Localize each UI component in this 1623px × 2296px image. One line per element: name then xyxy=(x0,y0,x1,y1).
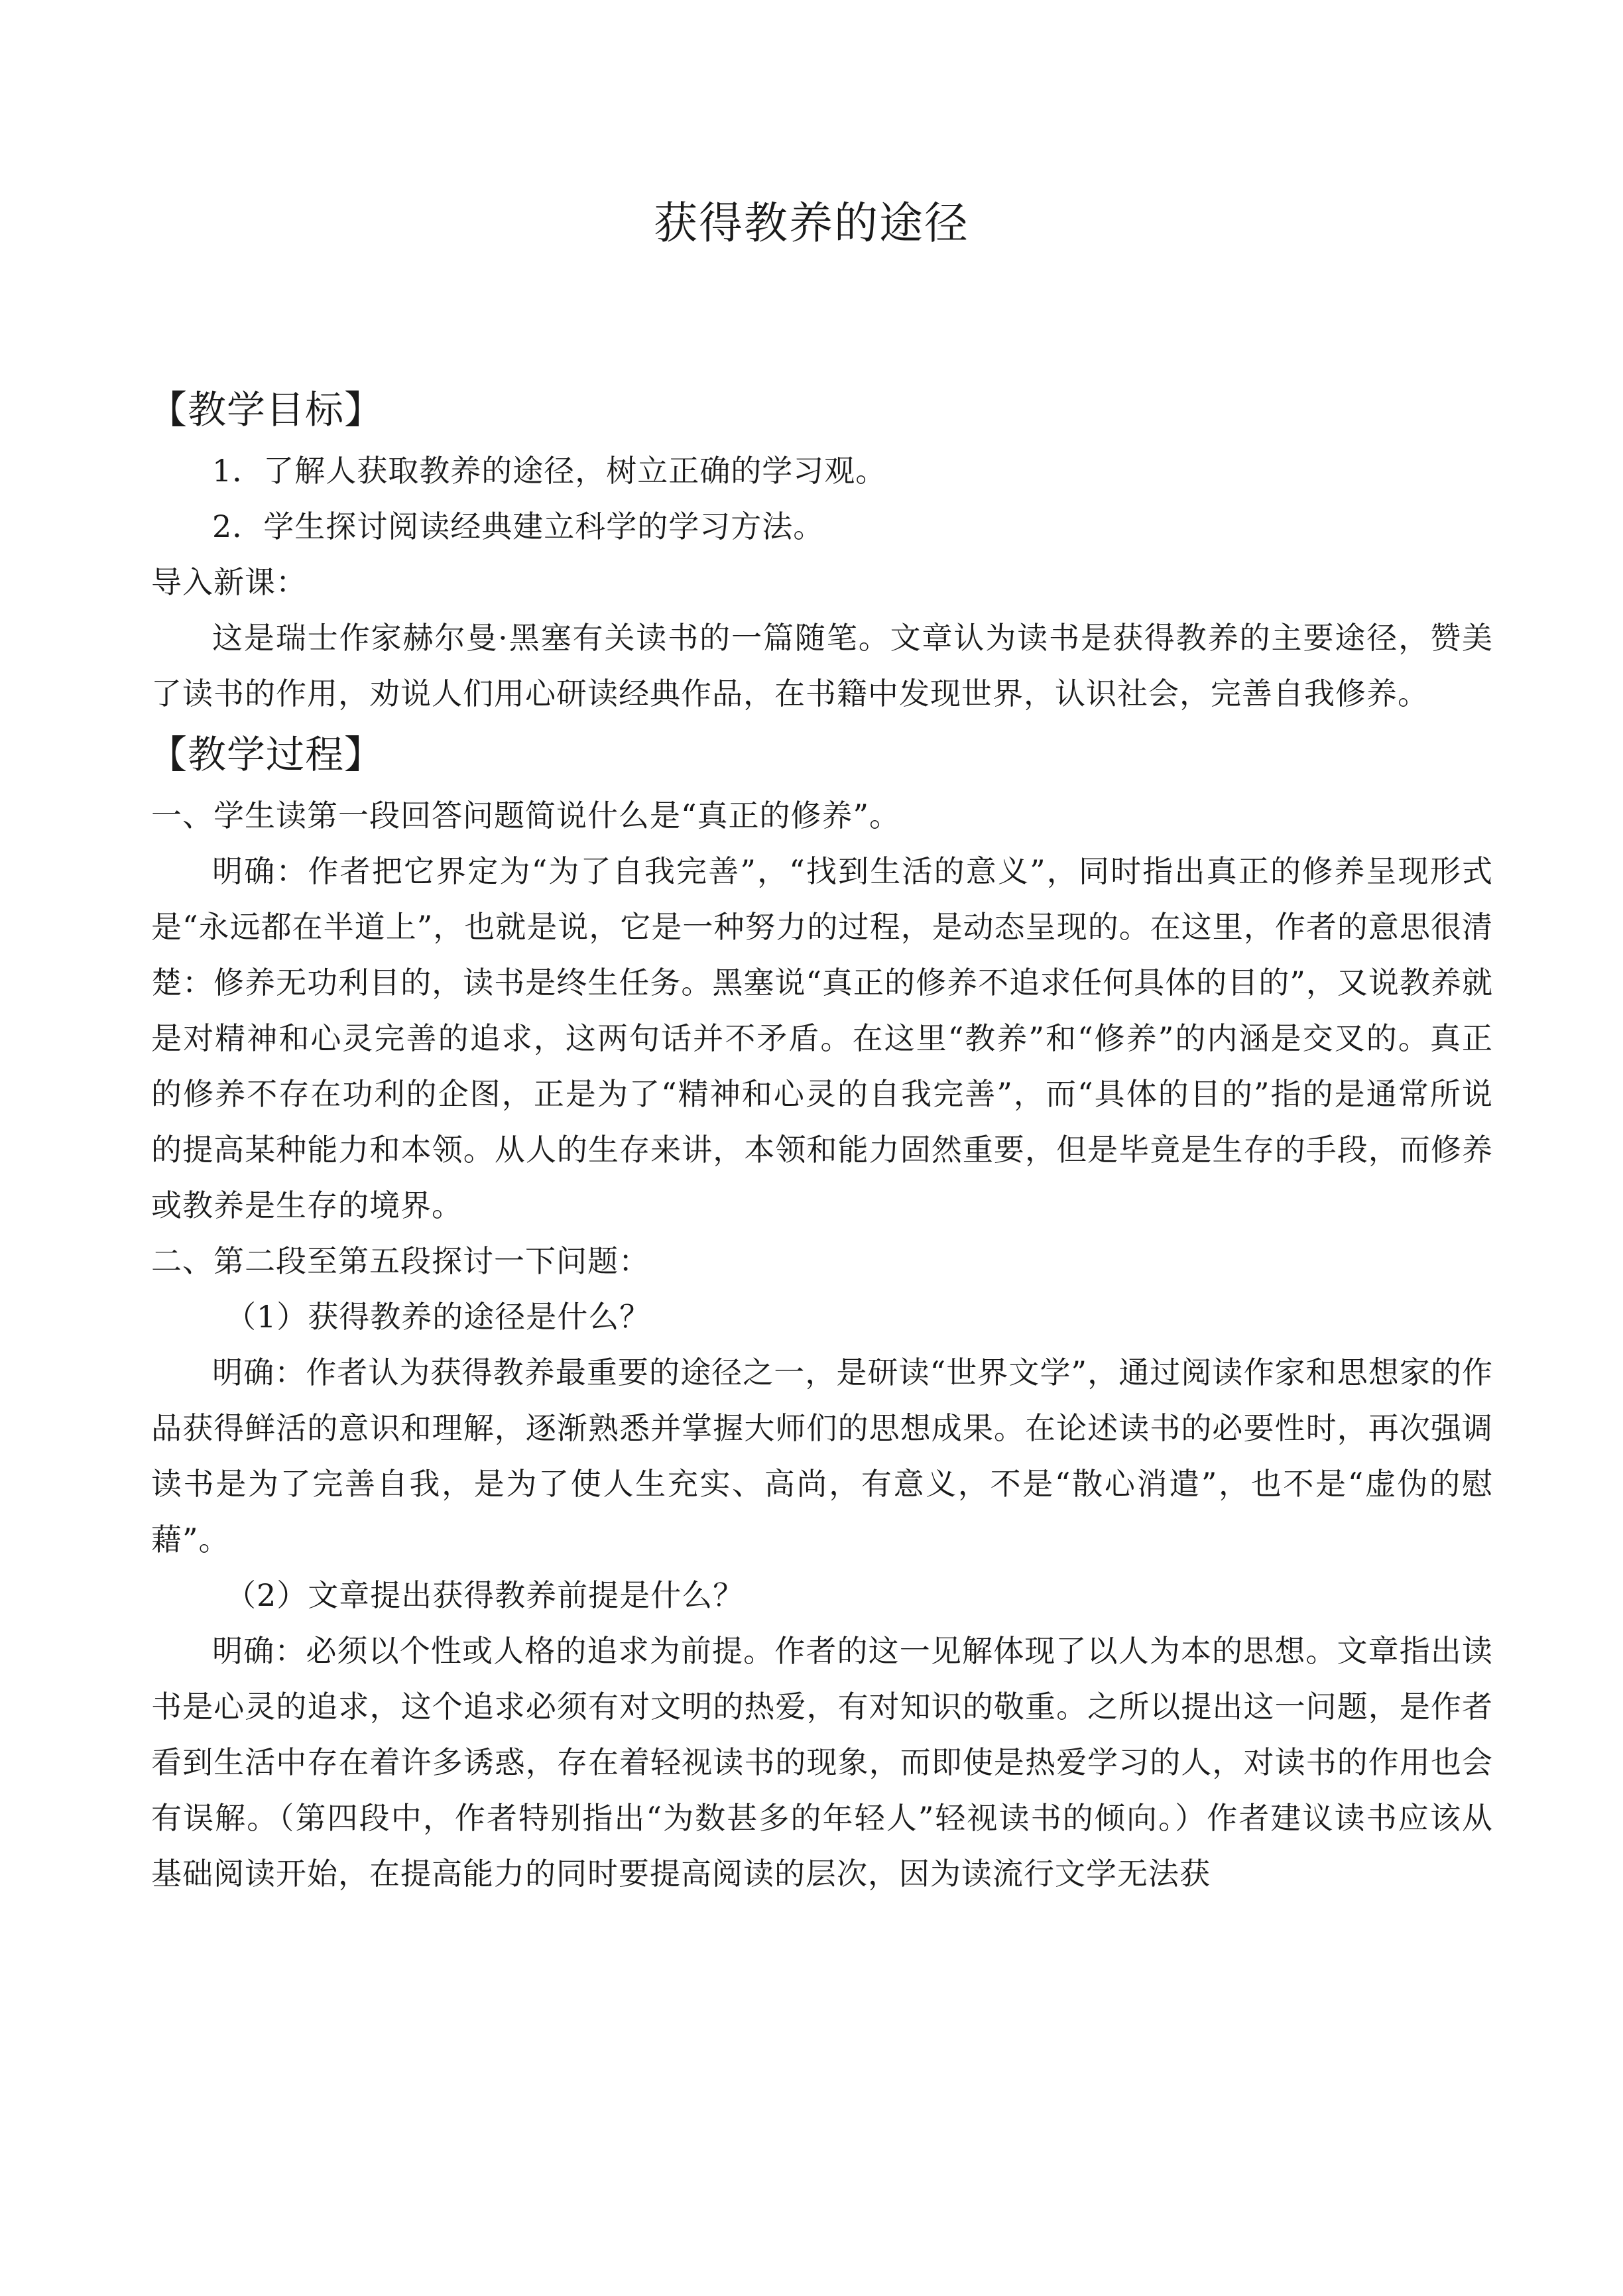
goal-item-1: 1．了解人获取教养的途径，树立正确的学习观。 xyxy=(212,453,887,489)
answer-paragraph-1: 明确：作者把它界定为“为了自我完善”，“找到生活的意义”，同时指出真正的修养呈现形式是“永远都在半道上”，也就是说，它是一种努力的过程，是动态呈现的。在这里，作者的意思很清楚：修养无功利目的，读书是终生任务。黑塞说“真正的修养不追求任何具体的目的”，又说教养就是对精神和心灵完善的追求，这两句话并不矛盾。在这里“教养”和“修养”的内涵是交叉的。真正的修养不存在功利的企图，正是为了“精神和心灵的自我完善”，而“具体的目的”指的是通常所说的提高某种能力和本领。从人的生存来讲，本领和能力固然重要，但是毕竟是生存的手段，而修养或教养是生存的境界。 xyxy=(151,853,1493,1223)
answer-paragraph-2: 明确：作者认为获得教养最重要的途径之一，是研读“世界文学”，通过阅读作家和思想家的作品获得鲜活的意识和理解，逐渐熟悉并掌握大师们的思想成果。在论述读书的必要性时，再次强调读书是为了完善自我，是为了使人生充实、高尚，有意义，不是“散心消遣”，也不是“虚伪的慰藉”。 xyxy=(151,1355,1493,1557)
section-1-title: 一、学生读第一段回答问题简说什么是“真正的修养”。 xyxy=(151,798,901,833)
heading-teaching-goals: 【教学目标】 xyxy=(149,387,384,432)
answer-paragraph-3: 明确：必须以个性或人格的追求为前提。作者的这一见解体现了以人为本的思想。文章指出读书是心灵的追求，这个追求必须有对文明的热爱，有对知识的敬重。之所以提出这一问题，是作者看到生活中存在着许多诱惑，存在着轻视读书的现象，而即使是热爱学习的人，对读书的作用也会有误解。（第四段中，作者特别指出“为数甚多的年轻人”轻视读书的倾向。）作者建议读书应该从基础阅读开始，在提高能力的同时要提高阅读的层次，因为读流行文学无法获 xyxy=(151,1633,1493,1892)
intro-paragraph: 这是瑞士作家赫尔曼·黑塞有关读书的一篇随笔。文章认为读书是获得教养的主要途径，赞美了读书的作用，劝说人们用心研读经典作品，在书籍中发现世界，认识社会，完善自我修养。 xyxy=(151,620,1493,711)
goal-item-2: 2．学生探讨阅读经典建立科学的学习方法。 xyxy=(212,509,825,544)
question-1: （1）获得教养的途径是什么？ xyxy=(225,1299,651,1335)
document-title: 获得教养的途径 xyxy=(654,198,969,249)
heading-teaching-process: 【教学过程】 xyxy=(149,732,384,777)
intro-label: 导入新课： xyxy=(151,564,307,600)
document-body xyxy=(151,377,1493,1902)
question-2: （2）文章提出获得教养前提是什么？ xyxy=(225,1577,745,1613)
section-2-title: 二、第二段至第五段探讨一下问题： xyxy=(151,1243,650,1279)
